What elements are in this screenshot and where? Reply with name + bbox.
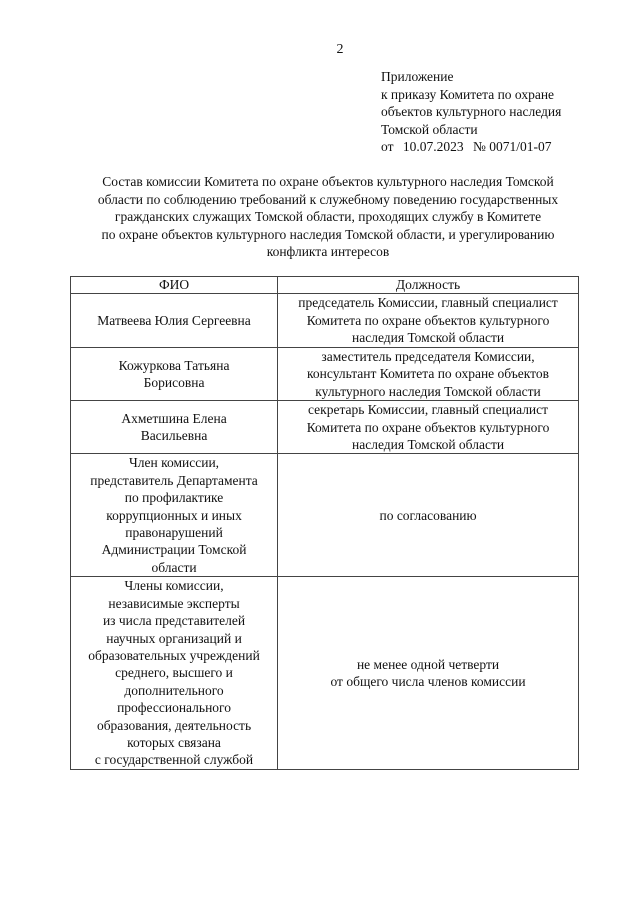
position-line: от общего числа членов комиссии bbox=[330, 674, 526, 690]
page-number: 2 bbox=[336, 42, 344, 57]
position-line: наследия Томской области bbox=[352, 437, 505, 453]
fio-line: среднего, высшего и bbox=[115, 665, 233, 681]
cell-fio bbox=[71, 577, 278, 769]
fio-line: представитель Департамента bbox=[90, 472, 258, 488]
cell-fio bbox=[71, 401, 278, 454]
table-row bbox=[71, 577, 579, 769]
appendix-line: объектов культурного наследия bbox=[381, 104, 562, 119]
position-line: наследия Томской области bbox=[352, 330, 505, 346]
fio-line: Администрации Томской bbox=[101, 542, 247, 558]
table-row bbox=[71, 294, 579, 348]
table-body bbox=[71, 294, 579, 770]
fio-line: которых связана bbox=[127, 734, 221, 750]
appendix-line: Приложение bbox=[381, 69, 454, 84]
cell-position bbox=[278, 348, 579, 401]
title-line: области по соблюдению требований к служебному поведению государственных bbox=[97, 191, 559, 207]
fio-line: Кожуркова Татьяна bbox=[118, 357, 230, 373]
table-row bbox=[71, 454, 579, 577]
fio-line: с государственной службой bbox=[94, 752, 254, 768]
title-line: гражданских служащих Томской области, проходящих службу в Комитете bbox=[114, 209, 542, 224]
title-line: конфликта интересов bbox=[266, 244, 390, 259]
fio-line: дополнительного bbox=[124, 682, 224, 698]
position-line: культурного наследия Томской области bbox=[315, 383, 541, 399]
position-line: Комитета по охране объектов культурного bbox=[306, 312, 550, 328]
appendix-line: Томской области bbox=[381, 121, 478, 137]
header-fio: ФИО bbox=[71, 277, 278, 294]
fio-line: Член комиссии, bbox=[129, 455, 220, 471]
position-line: секретарь Комиссии, главный специалист bbox=[308, 402, 549, 418]
cell-position bbox=[278, 454, 579, 577]
appendix-line: к приказу Комитета по охране bbox=[381, 86, 555, 102]
position-line: консультант Комитета по охране объектов bbox=[307, 366, 550, 382]
appendix-block bbox=[381, 68, 561, 156]
fio-line: образовательных учреждений bbox=[88, 647, 260, 663]
cell-position bbox=[278, 577, 579, 769]
fio-line: области bbox=[151, 559, 197, 575]
cell-position bbox=[278, 294, 579, 348]
title-line: по охране объектов культурного наследия Томской области, и урегулированию bbox=[101, 226, 555, 242]
fio-line: Члены комиссии, bbox=[124, 578, 224, 594]
date-prefix: от bbox=[381, 139, 394, 154]
fio-line: образования, деятельность bbox=[96, 717, 252, 733]
fio-line: Васильевна bbox=[140, 428, 208, 444]
fio-line: Ахметшина Елена bbox=[121, 410, 227, 426]
position-line: председатель Комиссии, главный специалист bbox=[298, 295, 558, 311]
cell-position bbox=[278, 401, 579, 454]
order-number: № 0071/01-07 bbox=[472, 139, 552, 154]
title-line: Состав комиссии Комитета по охране объектов культурного наследия Томской bbox=[102, 174, 554, 189]
fio-line: Матвеева Юлия Сергеевна bbox=[97, 312, 251, 328]
position-line: не менее одной четверти bbox=[356, 656, 500, 672]
table-header-row bbox=[71, 277, 579, 294]
table-row bbox=[71, 348, 579, 401]
table-row bbox=[71, 401, 579, 454]
header-position: Должность bbox=[278, 277, 579, 294]
position-line: заместитель председателя Комиссии, bbox=[321, 349, 535, 364]
position-line: Комитета по охране объектов культурного bbox=[306, 419, 550, 435]
commission-members-table bbox=[70, 276, 579, 770]
document-title bbox=[66, 173, 590, 261]
fio-line: профессионального bbox=[117, 700, 231, 716]
order-date: 10.07.2023 bbox=[402, 139, 464, 154]
cell-fio bbox=[71, 454, 278, 577]
fio-line: коррупционных и иных bbox=[106, 507, 242, 523]
order-date-line bbox=[381, 138, 561, 156]
cell-fio bbox=[71, 294, 278, 348]
fio-line: правонарушений bbox=[125, 525, 223, 541]
fio-line: Борисовна bbox=[143, 375, 205, 391]
fio-line: по профилактике bbox=[124, 490, 224, 506]
fio-line: научных организаций и bbox=[106, 630, 242, 646]
fio-line: независимые эксперты bbox=[108, 595, 240, 611]
position-line: по согласованию bbox=[379, 507, 477, 523]
cell-fio bbox=[71, 348, 278, 401]
fio-line: из числа представителей bbox=[102, 613, 246, 629]
